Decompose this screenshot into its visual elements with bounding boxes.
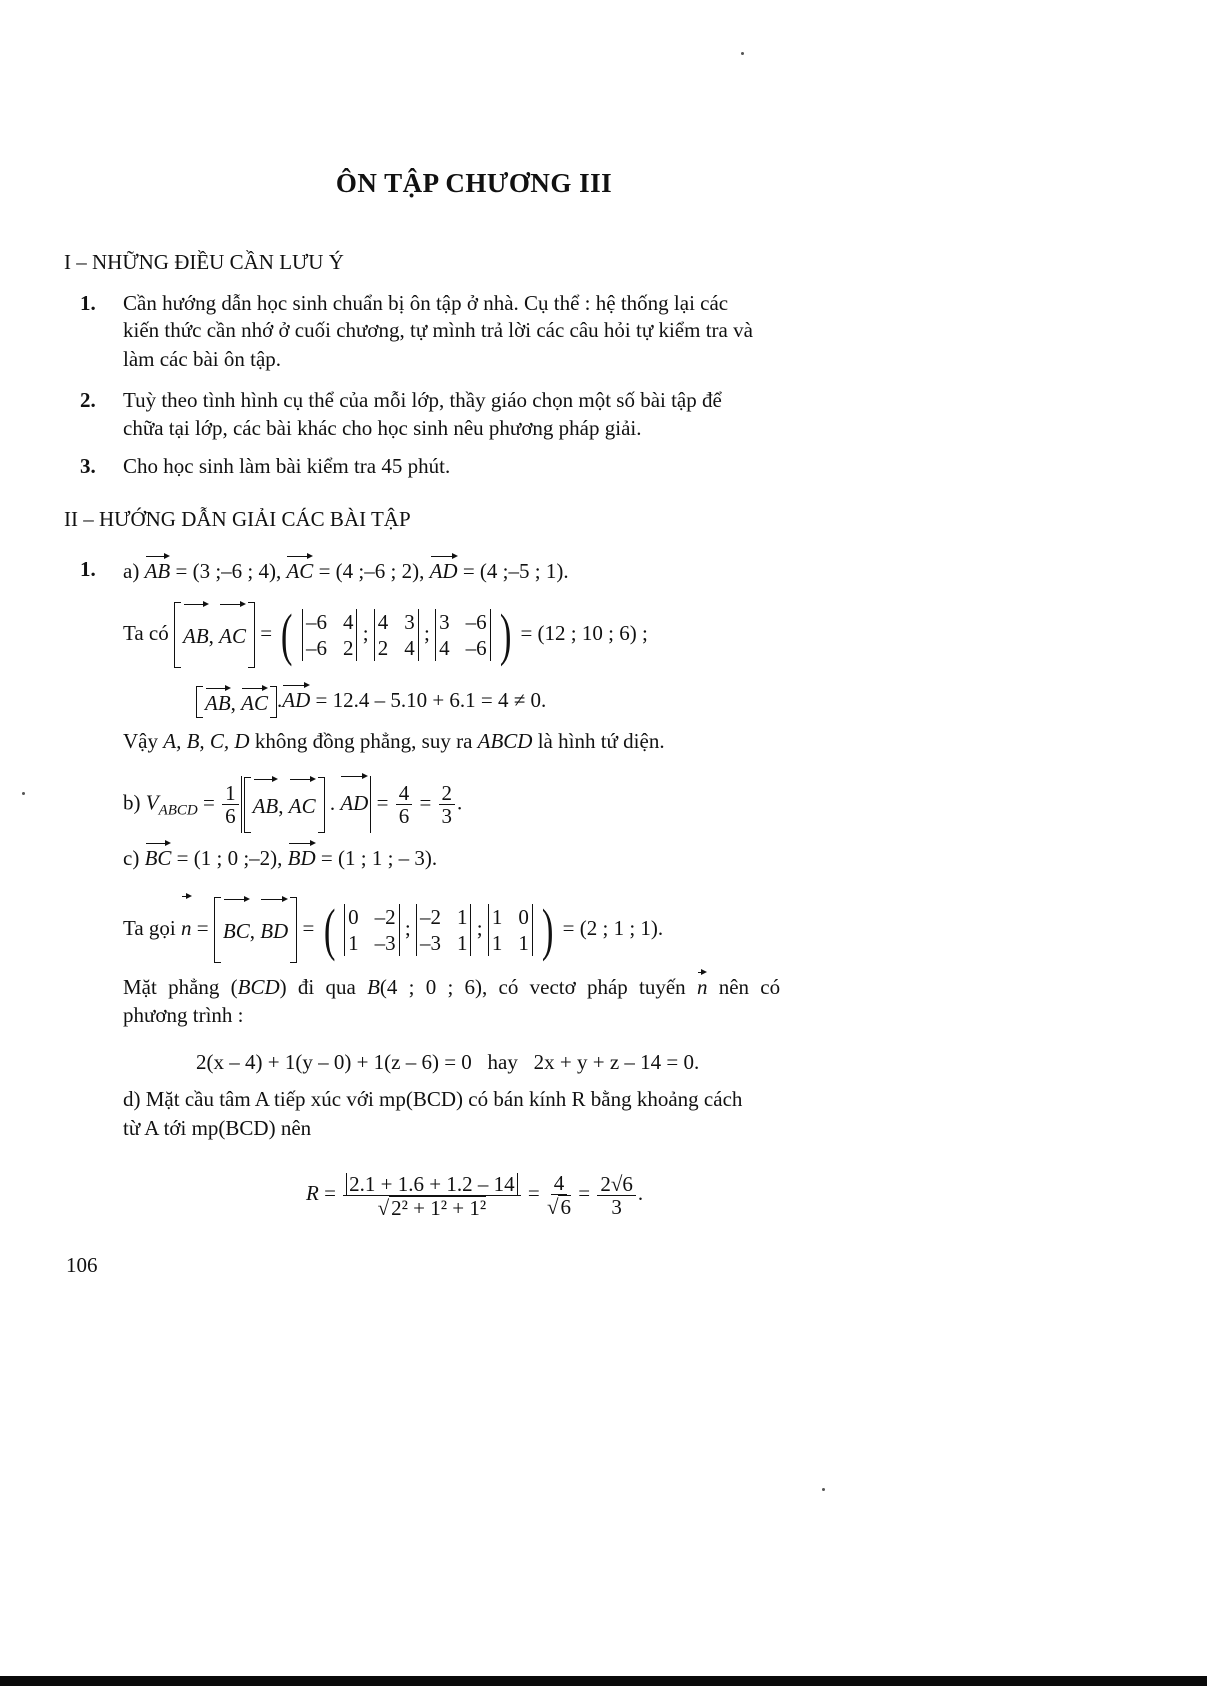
- separator: ;: [362, 620, 369, 645]
- value: = (3 ;–6 ; 4),: [170, 559, 287, 583]
- vector-n: n: [181, 896, 192, 958]
- cross-product-line: [123, 602, 648, 668]
- part-b-line: b) $V_{ABCD}$ = $\frac{1}{6}$ AB, AC . AD = $\frac{4}{6}$ = $\frac{2}{3}$ .: [123, 776, 462, 836]
- part-label: a): [123, 559, 140, 583]
- separator: ;: [424, 620, 430, 645]
- paren-open: (: [281, 602, 293, 667]
- vector-bd: BD: [288, 843, 316, 871]
- value: = (4 ;–5 ; 1).: [457, 559, 569, 583]
- item-number: 1.: [80, 291, 96, 315]
- part-d-line-2: từ A tới mp(BCD) nên: [123, 1116, 312, 1140]
- item-number: 2.: [80, 388, 96, 412]
- determinant: –2 1 –3 1: [416, 904, 472, 956]
- section-heading-1: I – NHỮNG ĐIỀU CẦN LƯU Ý: [64, 250, 344, 274]
- page-number: 106: [66, 1253, 98, 1277]
- determinant: 1 0 1 1: [488, 904, 533, 956]
- bracket: AB, AC: [174, 602, 255, 668]
- part-a-line: [123, 556, 569, 584]
- conclusion-line: Vậy A, B, C, D không đồng phẳng, suy ra ABCD là hình tứ diện.: [123, 729, 665, 753]
- plane-line-2: phương trình :: [123, 1003, 244, 1027]
- part-c-line: c) BC = (1 ; 0 ;–2), BD = (1 ; 1 ; – 3).: [123, 843, 437, 871]
- item-number: 3.: [80, 454, 96, 478]
- exercise-number: 1.: [80, 557, 96, 581]
- item-line: Tuỳ theo tình hình cụ thể của mỗi lớp, thầy giáo chọn một số bài tập để: [123, 388, 722, 412]
- value: = (4 ;–6 ; 2),: [313, 559, 430, 583]
- item-line: Cho học sinh làm bài kiểm tra 45 phút.: [123, 454, 451, 478]
- radius-formula: R = $\frac{2.1 + 1.6 + 1.2 - 14}{\text{√2² + 1² + 1²}}$ = $\frac{4}{√6}$ = $\frac{2√6}{3}$ .: [306, 1171, 644, 1221]
- determinant: 4 3 2 4: [374, 609, 419, 661]
- vector-ad: AD: [430, 556, 458, 584]
- normal-vector-line: Ta gọi n = BC, BD = ( 0 –2 1 –3 ; –2 1 –3 1 ; 1 0 1 1 ) = (2 ; 1 ; 1).: [123, 897, 664, 963]
- determinant: 0 –2 1 –3: [344, 904, 400, 956]
- result: = 12.4 – 5.10 + 6.1 = 4 ≠ 0.: [310, 688, 547, 712]
- vector-ac: AC: [286, 556, 313, 584]
- fraction: $\frac{2}{3}$: [439, 782, 456, 827]
- label: Ta có: [123, 620, 169, 645]
- section-heading-2: II – HƯỚNG DẪN GIẢI CÁC BÀI TẬP: [64, 507, 411, 531]
- plane-line: Mặt phẳng (BCD) đi qua B(4 ; 0 ; 6), có vectơ pháp tuyến n nên có: [123, 972, 780, 1000]
- determinant: –6 4 –6 2: [302, 609, 358, 661]
- vector-ad: AD: [282, 685, 310, 713]
- determinant: 3 –6 4 –6: [435, 609, 491, 661]
- vector-ac: AC: [219, 604, 246, 666]
- scan-speck: [822, 1488, 825, 1491]
- paren-close: ): [499, 602, 512, 667]
- fraction: $\frac{1}{6}$: [222, 782, 239, 827]
- result: = (12 ; 10 ; 6) ;: [520, 620, 648, 645]
- item-line: Cần hướng dẫn học sinh chuẩn bị ôn tập ở nhà. Cụ thể : hệ thống lại các: [123, 291, 729, 315]
- mixed-product-line: AB, AC .AD = 12.4 – 5.10 + 6.1 = 4 ≠ 0.: [196, 685, 546, 718]
- scan-speck: [741, 52, 744, 55]
- page-title: ÔN TẬP CHƯƠNG III: [335, 168, 613, 198]
- scan-speck: [22, 792, 25, 795]
- bracket: AB, AC: [196, 686, 277, 718]
- vector-bc: BC: [145, 843, 172, 871]
- plane-equation: 2(x – 4) + 1(y – 0) + 1(z – 6) = 0 hay 2x + y + z – 14 = 0.: [196, 1050, 700, 1074]
- fraction: $\frac{4}{6}$: [396, 782, 413, 827]
- part-d-line: d) Mặt cầu tâm A tiếp xúc với mp(BCD) có bán kính R bằng khoảng cách: [123, 1087, 743, 1111]
- item-line: chữa tại lớp, các bài khác cho học sinh nêu phương pháp giải.: [123, 416, 642, 440]
- item-line: kiến thức cần nhớ ở cuối chương, tự mình trả lời các câu hỏi tự kiểm tra và: [123, 318, 753, 342]
- equals: =: [260, 620, 273, 645]
- vector-ab: AB: [183, 604, 209, 666]
- vector-ab: AB: [145, 556, 171, 584]
- item-line: làm các bài ôn tập.: [123, 347, 282, 371]
- scan-border: [0, 1676, 1207, 1686]
